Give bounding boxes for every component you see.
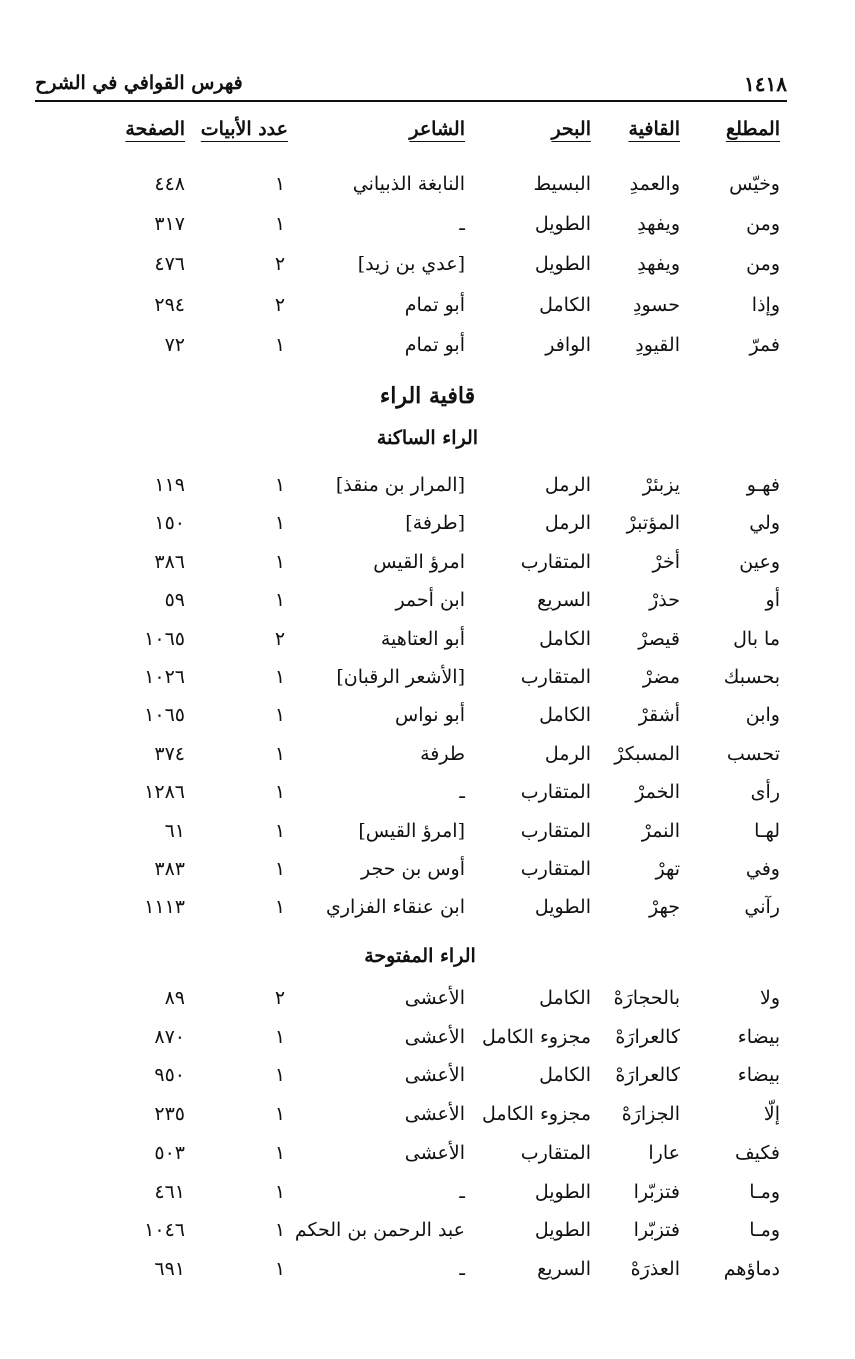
row-matla: رآني	[744, 896, 780, 918]
row-qafiya: مضرْ	[642, 666, 680, 688]
row-abyat: ١	[274, 173, 286, 195]
row-matla: ما بال	[733, 628, 780, 650]
row-safha: ٦٩١	[154, 1258, 185, 1280]
column-header-matla: المطلع	[725, 118, 780, 140]
row-matla: وابن	[745, 704, 780, 726]
row-shaer: [المرار بن منقذ]	[335, 474, 465, 496]
row-matla: ومن	[746, 213, 780, 235]
row-shaer: عبد الرحمن بن الحكم	[294, 1219, 465, 1241]
row-bahr: المتقارب	[520, 1142, 591, 1164]
row-shaer: أبو تمام	[404, 294, 465, 316]
row-shaer: ـ	[459, 1258, 465, 1280]
row-shaer: [امرؤ القيس]	[358, 820, 465, 842]
header-rule	[35, 100, 787, 102]
row-qafiya: المسبكرْ	[614, 743, 680, 765]
row-bahr: البسيط	[533, 173, 591, 195]
row-safha: ٥٩	[164, 589, 185, 611]
row-qafiya: ويفهدِ	[637, 253, 680, 275]
row-qafiya: كالعرارَهْ	[615, 1064, 680, 1086]
row-bahr: الطويل	[534, 896, 591, 918]
row-bahr: المتقارب	[520, 781, 591, 803]
row-abyat: ١	[274, 781, 286, 803]
row-safha: ١٠٢٦	[144, 666, 185, 688]
row-safha: ٩٥٠	[154, 1064, 185, 1086]
row-safha: ٣٧٤	[154, 743, 185, 765]
row-safha: ١٠٦٥	[144, 628, 185, 650]
row-shaer: [عدي بن زيد]	[357, 253, 465, 275]
row-safha: ٢٣٥	[154, 1103, 185, 1125]
row-qafiya: فتزبّرا	[633, 1181, 680, 1203]
row-matla: أو	[765, 589, 780, 611]
row-qafiya: الخمرْ	[635, 781, 680, 803]
row-qafiya: المؤتبرْ	[626, 512, 680, 534]
row-shaer: أبو نواس	[395, 704, 465, 726]
row-safha: ٢٩٤	[154, 294, 185, 316]
row-safha: ٤٧٦	[154, 253, 185, 275]
row-matla: بيضاء	[737, 1026, 780, 1048]
row-matla: ولي	[749, 512, 780, 534]
row-qafiya: فتزبّرا	[633, 1219, 680, 1241]
row-matla: ومن	[746, 253, 780, 275]
row-qafiya: ويفهدِ	[637, 213, 680, 235]
row-abyat: ١	[274, 334, 286, 356]
row-bahr: الرمل	[544, 743, 591, 765]
row-abyat: ١	[274, 1258, 286, 1280]
row-qafiya: حسودِ	[633, 294, 680, 316]
row-shaer: الأعشى	[404, 1064, 465, 1086]
row-safha: ٤٤٨	[154, 173, 185, 195]
column-header-abyat: عدد الأبيات	[200, 118, 288, 140]
row-abyat: ١	[274, 1219, 286, 1241]
row-abyat: ١	[274, 1142, 286, 1164]
row-safha: ٤٦١	[154, 1181, 185, 1203]
row-safha: ٣٨٦	[154, 551, 185, 573]
row-shaer: الأعشى	[404, 1026, 465, 1048]
row-abyat: ١	[274, 820, 286, 842]
row-matla: فهـو	[746, 474, 780, 496]
row-abyat: ١	[274, 1064, 286, 1086]
row-qafiya: النمرْ	[641, 820, 680, 842]
row-shaer: ـ	[459, 1181, 465, 1203]
row-safha: ٨٧٠	[154, 1026, 185, 1048]
row-abyat: ١	[274, 551, 286, 573]
row-bahr: الطويل	[534, 1181, 591, 1203]
row-matla: ومـا	[749, 1219, 780, 1241]
row-matla: بحسبك	[723, 666, 780, 688]
row-bahr: الكامل	[539, 628, 591, 650]
row-qafiya: جهرْ	[649, 896, 680, 918]
row-safha: ١٥٠	[154, 512, 185, 534]
row-qafiya: بالحجارَهْ	[613, 987, 680, 1009]
row-abyat: ١	[274, 1103, 286, 1125]
row-qafiya: أشقرْ	[638, 704, 680, 726]
row-shaer: ـ	[459, 781, 465, 803]
row-qafiya: يزبئرْ	[642, 474, 680, 496]
row-matla: إلّا	[763, 1103, 780, 1125]
row-matla: وإذا	[751, 294, 780, 316]
row-safha: ١٢٨٦	[144, 781, 185, 803]
row-safha: ٣١٧	[154, 213, 185, 235]
row-abyat: ٢	[274, 628, 286, 650]
row-bahr: الرمل	[544, 474, 591, 496]
row-safha: ٧٢	[164, 334, 185, 356]
row-bahr: مجزوء الكامل	[482, 1103, 591, 1125]
row-abyat: ١	[274, 743, 286, 765]
row-abyat: ١	[274, 1181, 286, 1203]
subsection-title-maftuha: الراء المفتوحة	[364, 945, 476, 967]
row-shaer: الأعشى	[404, 1103, 465, 1125]
row-bahr: المتقارب	[520, 666, 591, 688]
row-shaer: امرؤ القيس	[373, 551, 465, 573]
row-safha: ٥٠٣	[154, 1142, 185, 1164]
row-bahr: المتقارب	[520, 858, 591, 880]
running-title: فهرس القوافي في الشرح	[35, 72, 243, 94]
row-shaer: ـ	[459, 213, 465, 235]
row-qafiya: الجزارَهْ	[621, 1103, 680, 1125]
row-safha: ٦١	[164, 820, 185, 842]
row-qafiya: حذرْ	[649, 589, 680, 611]
row-matla: بيضاء	[737, 1064, 780, 1086]
row-bahr: الطويل	[534, 1219, 591, 1241]
row-bahr: الرمل	[544, 512, 591, 534]
section-title-qafiyat-al-ra: قافية الراء	[379, 383, 476, 409]
column-header-safha: الصفحة	[125, 118, 185, 140]
row-qafiya: القيودِ	[635, 334, 680, 356]
row-matla: فكيف	[735, 1142, 780, 1164]
column-header-qafiya: القافية	[628, 118, 680, 140]
row-abyat: ١	[274, 858, 286, 880]
row-abyat: ٢	[274, 987, 286, 1009]
row-bahr: الكامل	[539, 987, 591, 1009]
row-qafiya: عارا	[648, 1142, 680, 1164]
column-header-bahr: البحر	[551, 118, 591, 140]
row-safha: ٨٩	[164, 987, 185, 1009]
row-matla: وخيّس	[729, 173, 780, 195]
row-matla: وفي	[745, 858, 780, 880]
row-qafiya: قيصرْ	[638, 628, 680, 650]
row-matla: تحسب	[726, 743, 780, 765]
row-safha: ٣٨٣	[154, 858, 185, 880]
row-abyat: ١	[274, 666, 286, 688]
row-abyat: ١	[274, 704, 286, 726]
row-bahr: الكامل	[539, 1064, 591, 1086]
row-matla: لهـا	[754, 820, 780, 842]
row-qafiya: أخرْ	[652, 551, 680, 573]
row-matla: رأى	[750, 781, 780, 803]
row-matla: ومـا	[749, 1181, 780, 1203]
row-safha: ١١١٣	[144, 896, 185, 918]
row-shaer: ابن عنقاء الفزاري	[325, 896, 465, 918]
row-qafiya: كالعرارَهْ	[615, 1026, 680, 1048]
row-bahr: الوافر	[545, 334, 591, 356]
row-bahr: السريع	[537, 1258, 591, 1280]
row-shaer: أبو تمام	[404, 334, 465, 356]
row-safha: ١٠٤٦	[144, 1219, 185, 1241]
row-shaer: الأعشى	[404, 987, 465, 1009]
row-shaer: [الأشعر الرقبان]	[336, 666, 465, 688]
row-shaer: أوس بن حجر	[361, 858, 465, 880]
row-abyat: ٢	[274, 294, 286, 316]
row-abyat: ١	[274, 213, 286, 235]
row-bahr: مجزوء الكامل	[482, 1026, 591, 1048]
row-bahr: الطويل	[534, 213, 591, 235]
row-qafiya: والعمدِ	[629, 173, 680, 195]
row-shaer: ابن أحمر	[395, 589, 465, 611]
row-qafiya: تهرْ	[655, 858, 680, 880]
row-safha: ١٠٦٥	[144, 704, 185, 726]
row-abyat: ١	[274, 512, 286, 534]
row-matla: فمرّ	[749, 334, 780, 356]
row-qafiya: العذرَهْ	[630, 1258, 680, 1280]
subsection-title-sakina: الراء الساكنة	[376, 427, 479, 449]
page-number: ١٤١٨	[744, 72, 787, 96]
row-bahr: المتقارب	[520, 820, 591, 842]
row-shaer: النابغة الذبياني	[352, 173, 465, 195]
row-bahr: الكامل	[539, 704, 591, 726]
row-shaer: [طرفة]	[405, 512, 465, 534]
column-header-shaer: الشاعر	[409, 118, 465, 140]
row-shaer: طرفة	[420, 743, 465, 765]
row-abyat: ١	[274, 589, 286, 611]
row-shaer: أبو العتاهية	[380, 628, 465, 650]
row-bahr: الطويل	[534, 253, 591, 275]
row-bahr: الكامل	[539, 294, 591, 316]
row-abyat: ٢	[274, 253, 286, 275]
row-matla: وعين	[739, 551, 780, 573]
row-bahr: السريع	[537, 589, 591, 611]
row-shaer: الأعشى	[404, 1142, 465, 1164]
row-abyat: ١	[274, 1026, 286, 1048]
row-abyat: ١	[274, 474, 286, 496]
row-matla: ولا	[759, 987, 780, 1009]
row-safha: ١١٩	[154, 474, 185, 496]
row-bahr: المتقارب	[520, 551, 591, 573]
row-abyat: ١	[274, 896, 286, 918]
row-matla: دماؤهم	[723, 1258, 780, 1280]
